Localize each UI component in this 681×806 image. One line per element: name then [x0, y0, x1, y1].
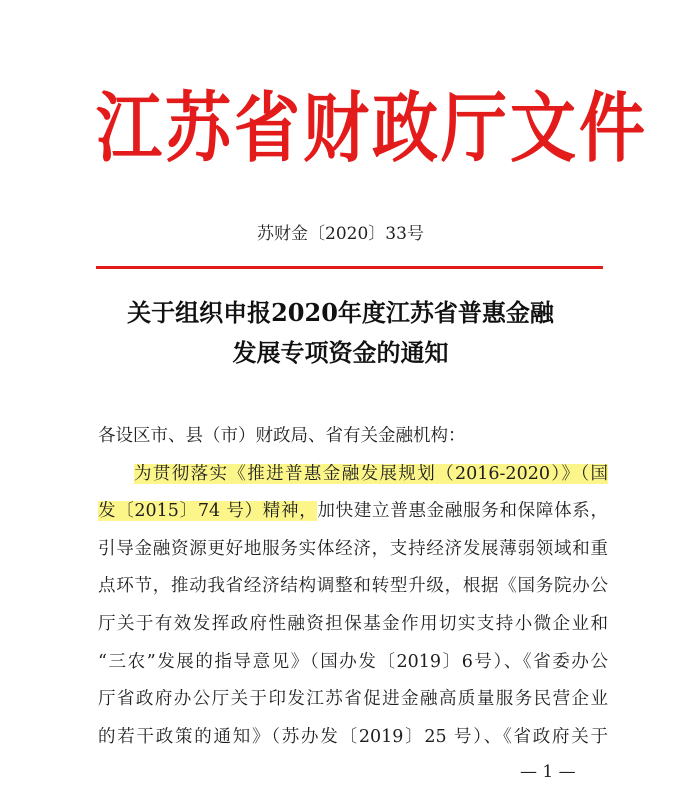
title-line-2: 发展专项资金的通知 [232, 338, 449, 367]
paragraph-line: 引导金融资源更好地服务实体经济，支持经济发展薄弱领域和重 [98, 538, 608, 559]
page-number: — 1 — [520, 762, 576, 782]
document-title [0, 293, 681, 373]
paragraph-line: 点环节，推动我省经济结构调整和转型升级，根据《国务院办公 [98, 576, 608, 597]
paragraph-line [98, 456, 608, 494]
body-text [98, 418, 608, 756]
title-line-1: 关于组织申报2020年度江苏省普惠金融 [127, 298, 554, 327]
salutation: 各设区市、县（市）财政局、省有关金融机构： [98, 426, 466, 446]
document-number: 苏财金〔2020〕33号 [257, 224, 424, 244]
paragraph-line: “三农”发展的指导意见》（国办发〔2019〕6号）、《省委办公 [98, 651, 608, 672]
paragraph-text: 加快建立普惠金融服务和保障体系， [317, 501, 608, 522]
masthead: 江苏省财政厅文件 [96, 84, 648, 173]
paragraph-line [98, 493, 608, 531]
paragraph-line: 厅关于有效发挥政府性融资担保基金作用切实支持小微企业和 [98, 613, 608, 634]
highlighted-text: 为贯彻落实《推进普惠金融发展规划（2016-2020）》（国 [134, 463, 608, 484]
paragraph-line: 的若干政策的通知》（苏办发〔2019〕25 号）、《省政府关于 [98, 726, 608, 747]
paragraph-line: 厅省政府办公厅关于印发江苏省促进金融高质量服务民营企业 [98, 689, 608, 710]
highlighted-text: 发〔2015〕74 号）精神， [98, 501, 318, 522]
red-divider-line [96, 266, 603, 269]
